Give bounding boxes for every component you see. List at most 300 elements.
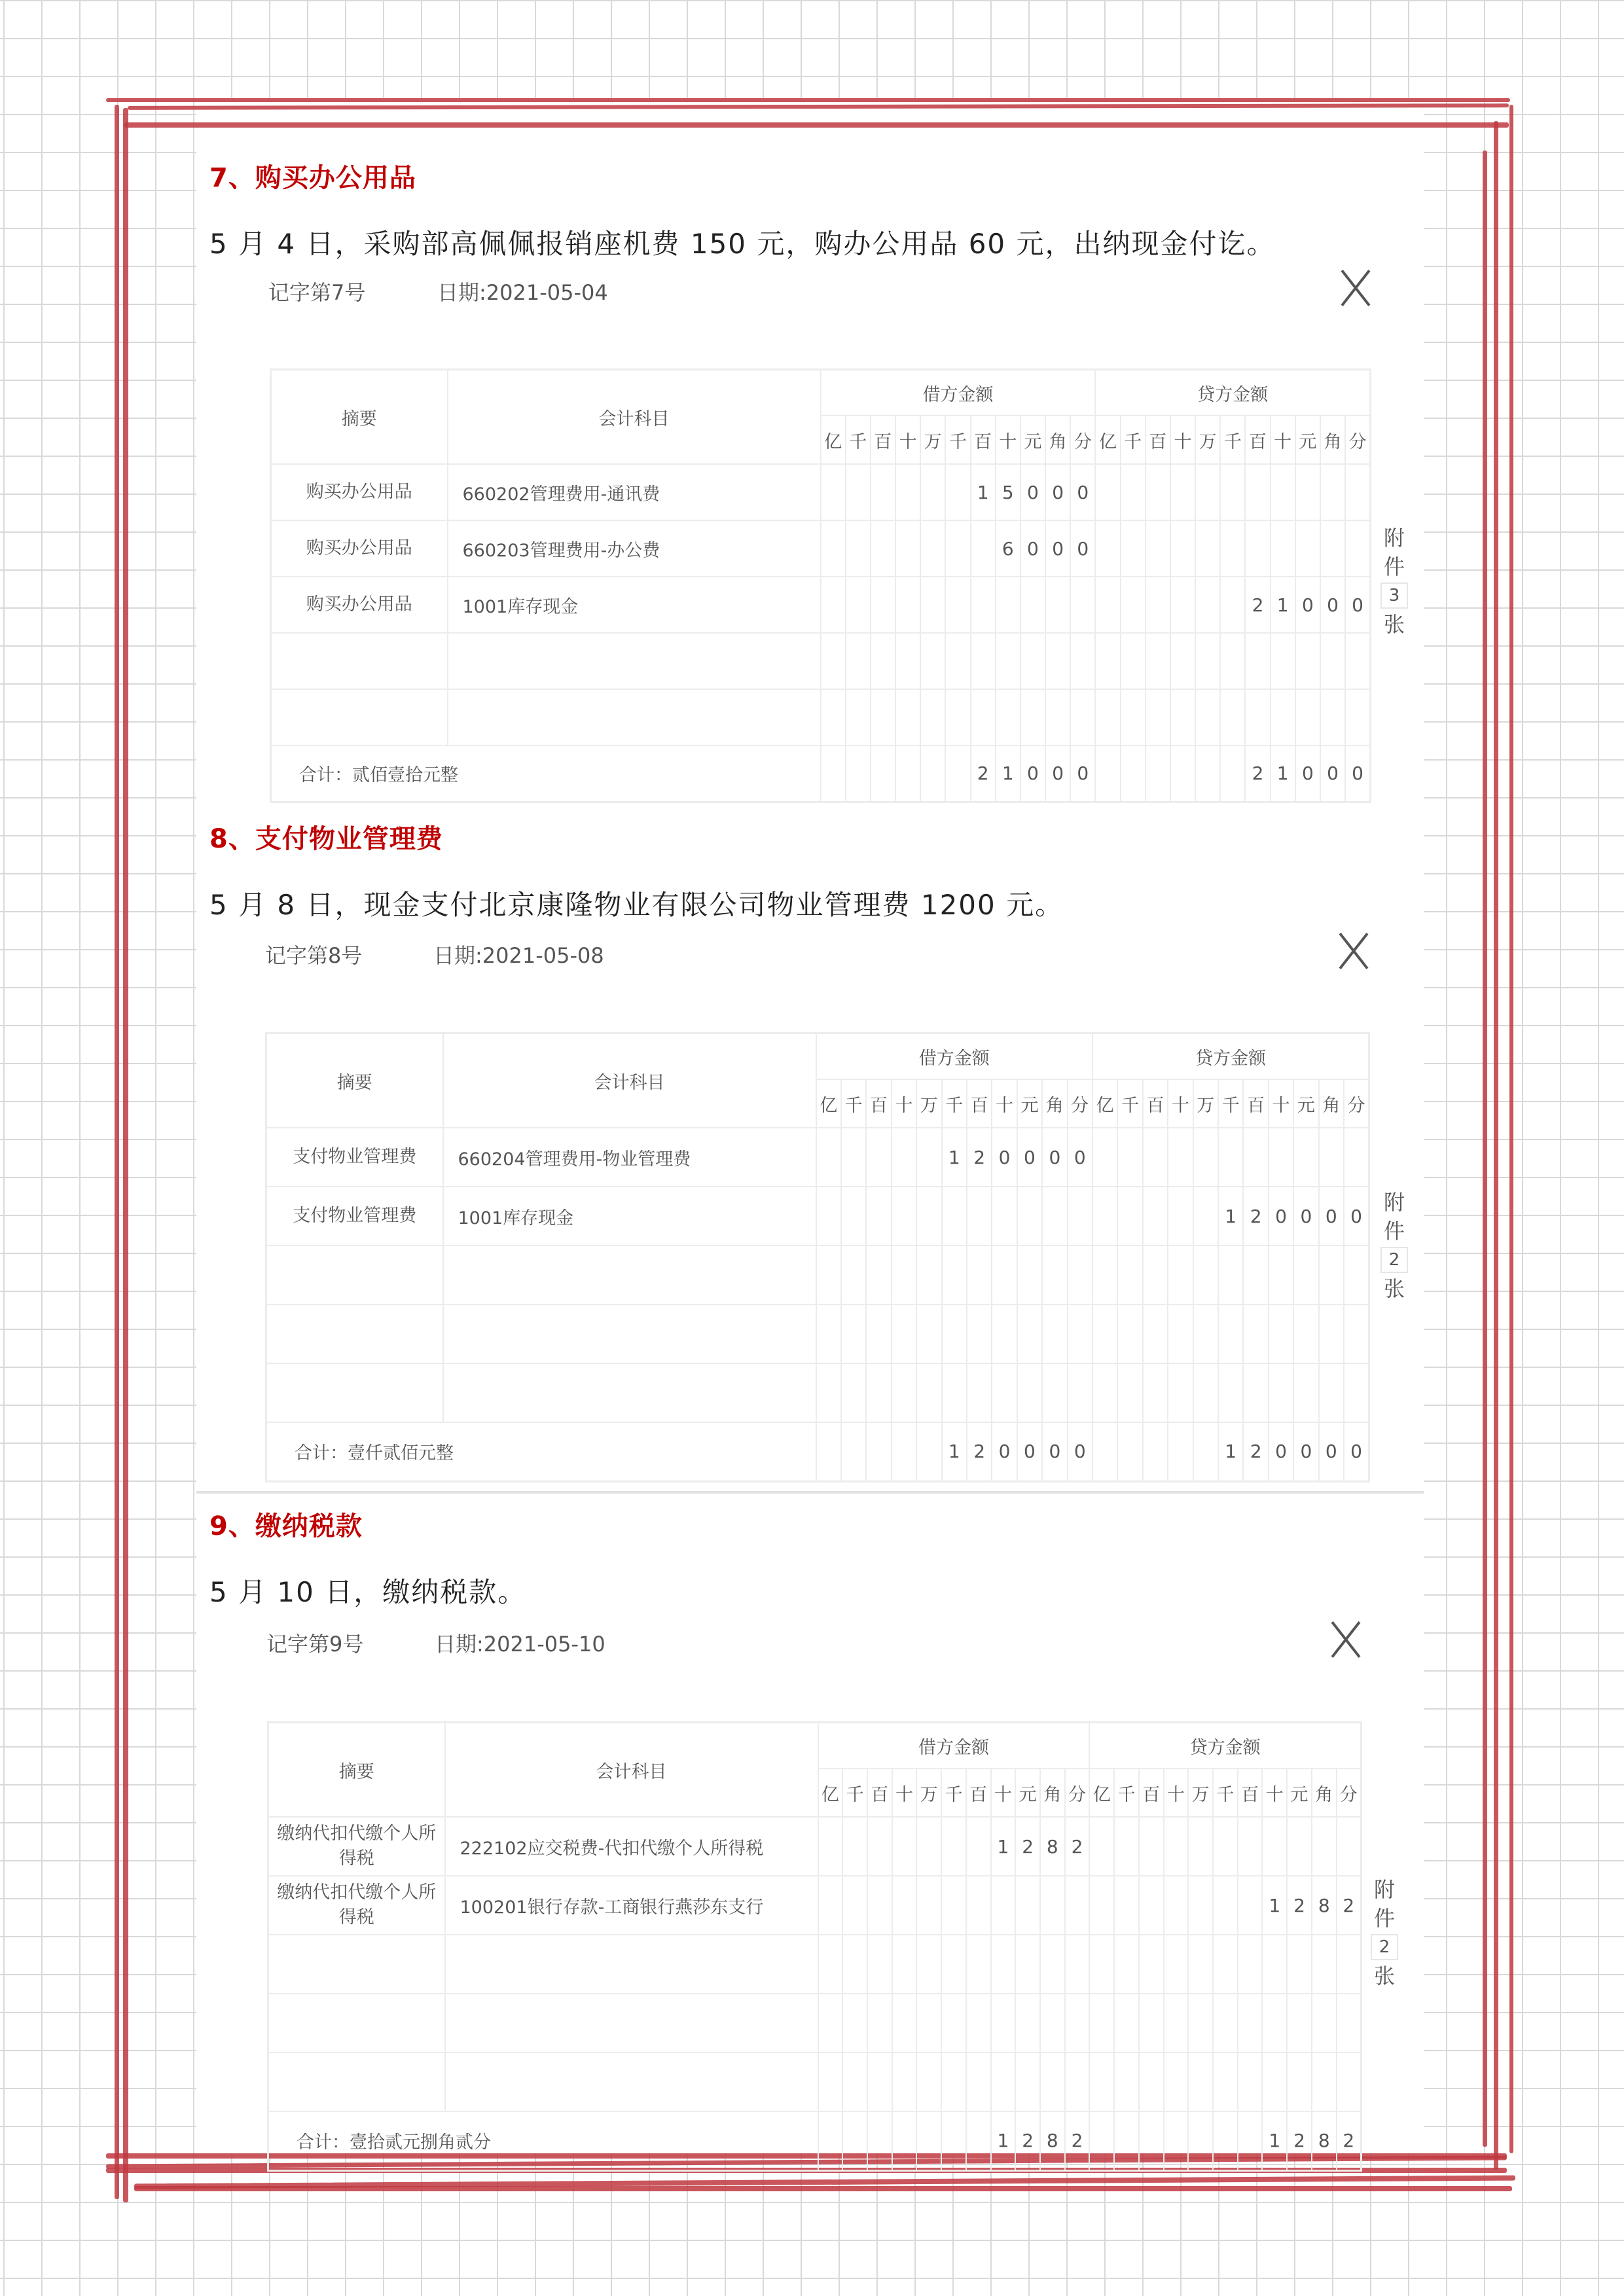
credit-digit[interactable] — [1143, 1246, 1168, 1304]
credit-digit[interactable] — [1089, 1876, 1114, 1935]
credit-digit[interactable] — [1117, 1187, 1142, 1246]
debit-digit[interactable] — [1015, 2053, 1040, 2111]
summary-cell[interactable] — [268, 1935, 445, 1994]
debit-digit[interactable] — [945, 689, 970, 745]
credit-digit[interactable] — [1218, 1128, 1243, 1187]
debit-digit[interactable] — [846, 633, 871, 689]
credit-digit[interactable] — [1193, 1304, 1218, 1363]
debit-digit[interactable] — [871, 464, 895, 520]
debit-digit[interactable] — [867, 1935, 892, 1994]
credit-digit[interactable] — [1262, 2053, 1287, 2111]
credit-digit[interactable] — [1269, 1363, 1293, 1422]
debit-digit[interactable] — [871, 520, 895, 577]
subject-cell[interactable] — [443, 1246, 816, 1304]
credit-digit[interactable] — [1319, 1363, 1344, 1422]
debit-digit[interactable] — [1068, 1363, 1092, 1422]
credit-digit[interactable] — [1243, 1128, 1268, 1187]
credit-digit[interactable] — [1287, 1994, 1312, 2053]
subject-cell[interactable]: 660204管理费用-物业管理费 — [443, 1128, 816, 1187]
credit-digit[interactable] — [1188, 1817, 1213, 1876]
credit-digit[interactable] — [1095, 689, 1120, 745]
credit-digit[interactable] — [1193, 1128, 1218, 1187]
credit-digit[interactable] — [1220, 464, 1245, 520]
debit-digit[interactable] — [892, 1128, 916, 1187]
credit-digit[interactable] — [1143, 1128, 1168, 1187]
credit-digit[interactable] — [1195, 633, 1220, 689]
credit-digit[interactable] — [1089, 1935, 1114, 1994]
debit-digit[interactable] — [942, 1246, 967, 1304]
debit-digit[interactable] — [892, 1935, 917, 1994]
debit-digit[interactable] — [991, 1876, 1016, 1935]
credit-digit[interactable] — [1243, 1363, 1268, 1422]
debit-digit[interactable]: 2 — [1015, 1817, 1040, 1876]
credit-digit[interactable] — [1092, 1246, 1117, 1304]
credit-digit[interactable] — [1121, 464, 1146, 520]
credit-digit[interactable] — [1195, 464, 1220, 520]
table-row[interactable] — [266, 1304, 1369, 1363]
debit-digit[interactable] — [842, 1994, 867, 2053]
credit-digit[interactable] — [1095, 464, 1120, 520]
debit-digit[interactable] — [1017, 1246, 1042, 1304]
attachment-count-input[interactable]: 2 — [1371, 1934, 1398, 1960]
credit-digit[interactable] — [1271, 520, 1295, 577]
credit-digit[interactable] — [1218, 1246, 1243, 1304]
credit-digit[interactable] — [1238, 2053, 1263, 2111]
debit-digit[interactable] — [1068, 1187, 1092, 1246]
credit-digit[interactable] — [1320, 464, 1345, 520]
debit-digit[interactable] — [916, 1304, 941, 1363]
credit-digit[interactable] — [1089, 1994, 1114, 2053]
summary-cell[interactable] — [271, 633, 448, 689]
credit-digit[interactable] — [1262, 1994, 1287, 2053]
debit-digit[interactable] — [842, 1817, 867, 1876]
credit-digit[interactable] — [1243, 1304, 1268, 1363]
subject-cell[interactable] — [445, 1994, 818, 2053]
credit-digit[interactable] — [1262, 1817, 1287, 1876]
credit-digit[interactable] — [1262, 1935, 1287, 1994]
debit-digit[interactable] — [971, 520, 996, 577]
credit-digit[interactable] — [1337, 1994, 1362, 2053]
credit-digit[interactable] — [1295, 689, 1320, 745]
credit-digit[interactable] — [1095, 577, 1120, 633]
debit-digit[interactable] — [892, 2053, 917, 2111]
debit-digit[interactable] — [821, 689, 846, 745]
credit-digit[interactable] — [1095, 520, 1120, 577]
debit-digit[interactable] — [1015, 1994, 1040, 2053]
debit-digit[interactable] — [920, 464, 945, 520]
credit-digit[interactable] — [1195, 520, 1220, 577]
table-row[interactable] — [271, 633, 1371, 689]
debit-digit[interactable] — [816, 1246, 841, 1304]
debit-digit[interactable] — [1068, 1246, 1092, 1304]
credit-digit[interactable] — [1345, 520, 1370, 577]
debit-digit[interactable] — [941, 2053, 966, 2111]
subject-cell[interactable]: 1001库存现金 — [443, 1187, 816, 1246]
debit-digit[interactable] — [1040, 1876, 1065, 1935]
summary-cell[interactable]: 支付物业管理费 — [266, 1128, 443, 1187]
credit-digit[interactable] — [1344, 1363, 1369, 1422]
credit-digit[interactable] — [1164, 1817, 1189, 1876]
credit-digit[interactable] — [1269, 1128, 1293, 1187]
subject-cell[interactable]: 660203管理费用-办公费 — [448, 520, 821, 577]
credit-digit[interactable] — [1146, 464, 1170, 520]
credit-digit[interactable] — [1220, 520, 1245, 577]
credit-digit[interactable] — [1238, 1994, 1263, 2053]
debit-digit[interactable] — [892, 1817, 917, 1876]
debit-digit[interactable] — [871, 577, 895, 633]
credit-digit[interactable] — [1287, 2053, 1312, 2111]
credit-digit[interactable] — [1238, 1935, 1263, 1994]
credit-digit[interactable] — [1164, 1876, 1189, 1935]
debit-digit[interactable] — [945, 520, 970, 577]
debit-digit[interactable] — [916, 1246, 941, 1304]
debit-digit[interactable] — [992, 1363, 1017, 1422]
subject-cell[interactable] — [448, 689, 821, 745]
debit-digit[interactable] — [971, 689, 996, 745]
credit-digit[interactable] — [1117, 1363, 1142, 1422]
debit-digit[interactable] — [1045, 689, 1070, 745]
debit-digit[interactable] — [916, 1876, 941, 1935]
debit-digit[interactable] — [871, 689, 895, 745]
debit-digit[interactable] — [1015, 1876, 1040, 1935]
debit-digit[interactable] — [866, 1187, 891, 1246]
debit-digit[interactable] — [996, 689, 1020, 745]
debit-digit[interactable] — [866, 1128, 891, 1187]
debit-digit[interactable] — [916, 2053, 941, 2111]
debit-digit[interactable] — [1068, 1304, 1092, 1363]
credit-digit[interactable] — [1293, 1363, 1318, 1422]
debit-digit[interactable] — [842, 1876, 867, 1935]
debit-digit[interactable]: 0 — [1070, 520, 1095, 577]
debit-digit[interactable]: 1 — [942, 1128, 967, 1187]
debit-digit[interactable] — [895, 520, 920, 577]
credit-digit[interactable] — [1271, 633, 1295, 689]
credit-digit[interactable]: 1 — [1262, 1876, 1287, 1935]
debit-digit[interactable]: 0 — [992, 1128, 1017, 1187]
summary-cell[interactable] — [271, 689, 448, 745]
credit-digit[interactable] — [1164, 1935, 1189, 1994]
credit-digit[interactable] — [1287, 1817, 1312, 1876]
debit-digit[interactable] — [992, 1304, 1017, 1363]
credit-digit[interactable] — [1293, 1128, 1318, 1187]
debit-digit[interactable]: 0 — [1017, 1128, 1042, 1187]
credit-digit[interactable] — [1117, 1246, 1142, 1304]
debit-digit[interactable] — [1040, 1994, 1065, 2053]
debit-digit[interactable]: 0 — [1045, 464, 1070, 520]
credit-digit[interactable] — [1220, 577, 1245, 633]
summary-cell[interactable]: 缴纳代扣代缴个人所得税 — [268, 1817, 445, 1876]
credit-digit[interactable] — [1344, 1128, 1369, 1187]
credit-digit[interactable] — [1121, 520, 1146, 577]
credit-digit[interactable] — [1188, 1935, 1213, 1994]
credit-digit[interactable] — [1092, 1128, 1117, 1187]
debit-digit[interactable] — [966, 1935, 991, 1994]
credit-digit[interactable] — [1293, 1304, 1318, 1363]
debit-digit[interactable] — [842, 2053, 867, 2111]
debit-digit[interactable]: 2 — [967, 1128, 992, 1187]
credit-digit[interactable] — [1168, 1304, 1193, 1363]
close-icon[interactable] — [1337, 270, 1374, 306]
debit-digit[interactable] — [945, 577, 970, 633]
credit-digit[interactable] — [1345, 464, 1370, 520]
debit-digit[interactable] — [1045, 577, 1070, 633]
debit-digit[interactable] — [895, 577, 920, 633]
credit-digit[interactable] — [1089, 2053, 1114, 2111]
credit-digit[interactable] — [1220, 689, 1245, 745]
debit-digit[interactable]: 0 — [1020, 520, 1045, 577]
credit-digit[interactable] — [1344, 1246, 1369, 1304]
credit-digit[interactable] — [1245, 633, 1270, 689]
summary-cell[interactable] — [268, 2053, 445, 2111]
debit-digit[interactable] — [991, 1994, 1016, 2053]
table-row[interactable] — [266, 1246, 1369, 1304]
debit-digit[interactable] — [967, 1363, 992, 1422]
debit-digit[interactable] — [966, 1876, 991, 1935]
debit-digit[interactable] — [846, 689, 871, 745]
credit-digit[interactable] — [1245, 520, 1270, 577]
debit-digit[interactable]: 0 — [1068, 1128, 1092, 1187]
credit-digit[interactable] — [1312, 1935, 1337, 1994]
debit-digit[interactable] — [1017, 1187, 1042, 1246]
credit-digit[interactable] — [1320, 520, 1345, 577]
credit-digit[interactable] — [1269, 1304, 1293, 1363]
debit-digit[interactable] — [920, 689, 945, 745]
credit-digit[interactable] — [1218, 1304, 1243, 1363]
debit-digit[interactable] — [1065, 1994, 1090, 2053]
debit-digit[interactable] — [966, 2053, 991, 2111]
debit-digit[interactable]: 0 — [1042, 1128, 1067, 1187]
table-row[interactable] — [268, 1817, 1362, 1876]
debit-digit[interactable] — [892, 1876, 917, 1935]
attachment-count-input[interactable]: 2 — [1380, 1247, 1408, 1273]
debit-digit[interactable] — [916, 1817, 941, 1876]
debit-digit[interactable] — [1017, 1363, 1042, 1422]
debit-digit[interactable] — [816, 1187, 841, 1246]
credit-digit[interactable] — [1168, 1187, 1193, 1246]
debit-digit[interactable] — [816, 1363, 841, 1422]
debit-digit[interactable]: 1 — [991, 1817, 1016, 1876]
debit-digit[interactable] — [991, 1935, 1016, 1994]
subject-cell[interactable]: 100201银行存款-工商银行燕莎东支行 — [445, 1876, 818, 1935]
credit-digit[interactable]: 0 — [1269, 1187, 1293, 1246]
debit-digit[interactable] — [941, 1994, 966, 2053]
table-row[interactable] — [271, 577, 1371, 633]
debit-digit[interactable] — [971, 633, 996, 689]
credit-digit[interactable] — [1139, 1876, 1164, 1935]
debit-digit[interactable] — [941, 1817, 966, 1876]
summary-cell[interactable] — [266, 1246, 443, 1304]
credit-digit[interactable] — [1121, 577, 1146, 633]
credit-digit[interactable] — [1319, 1246, 1344, 1304]
debit-digit[interactable] — [867, 1994, 892, 2053]
debit-digit[interactable] — [1065, 2053, 1090, 2111]
debit-digit[interactable] — [846, 577, 871, 633]
credit-digit[interactable] — [1121, 689, 1146, 745]
debit-digit[interactable] — [1020, 577, 1045, 633]
debit-digit[interactable] — [821, 633, 846, 689]
debit-digit[interactable] — [821, 577, 846, 633]
debit-digit[interactable] — [971, 577, 996, 633]
credit-digit[interactable] — [1320, 689, 1345, 745]
credit-digit[interactable] — [1188, 2053, 1213, 2111]
credit-digit[interactable] — [1245, 689, 1270, 745]
debit-digit[interactable] — [892, 1187, 916, 1246]
credit-digit[interactable]: 0 — [1295, 577, 1320, 633]
debit-digit[interactable] — [818, 2053, 843, 2111]
credit-digit[interactable] — [1143, 1304, 1168, 1363]
table-row[interactable] — [268, 1994, 1362, 2053]
debit-digit[interactable] — [818, 1876, 843, 1935]
subject-cell[interactable]: 660202管理费用-通讯费 — [448, 464, 821, 520]
credit-digit[interactable] — [1146, 689, 1170, 745]
credit-digit[interactable] — [1092, 1363, 1117, 1422]
credit-digit[interactable] — [1337, 2053, 1362, 2111]
debit-digit[interactable]: 0 — [1020, 464, 1045, 520]
debit-digit[interactable] — [941, 1935, 966, 1994]
credit-digit[interactable] — [1193, 1187, 1218, 1246]
debit-digit[interactable] — [816, 1128, 841, 1187]
credit-digit[interactable] — [1312, 1994, 1337, 2053]
credit-digit[interactable]: 1 — [1271, 577, 1295, 633]
credit-digit[interactable] — [1117, 1304, 1142, 1363]
summary-cell[interactable] — [266, 1304, 443, 1363]
credit-digit[interactable] — [1164, 2053, 1189, 2111]
debit-digit[interactable] — [1017, 1304, 1042, 1363]
credit-digit[interactable] — [1092, 1187, 1117, 1246]
debit-digit[interactable] — [1065, 1935, 1090, 1994]
credit-digit[interactable] — [1168, 1128, 1193, 1187]
table-row[interactable] — [268, 2053, 1362, 2111]
credit-digit[interactable] — [1089, 1817, 1114, 1876]
debit-digit[interactable] — [846, 464, 871, 520]
credit-digit[interactable]: 8 — [1312, 1876, 1337, 1935]
debit-digit[interactable] — [916, 1128, 941, 1187]
debit-digit[interactable] — [992, 1187, 1017, 1246]
table-row[interactable] — [271, 689, 1371, 745]
debit-digit[interactable] — [895, 633, 920, 689]
credit-digit[interactable] — [1245, 464, 1270, 520]
debit-digit[interactable] — [966, 1994, 991, 2053]
debit-digit[interactable] — [1042, 1246, 1067, 1304]
table-row[interactable] — [266, 1363, 1369, 1422]
summary-cell[interactable]: 缴纳代扣代缴个人所得税 — [268, 1876, 445, 1935]
debit-digit[interactable] — [916, 1994, 941, 2053]
credit-digit[interactable] — [1114, 1876, 1139, 1935]
credit-digit[interactable] — [1170, 633, 1195, 689]
debit-digit[interactable]: 1 — [971, 464, 996, 520]
debit-digit[interactable] — [892, 1304, 916, 1363]
credit-digit[interactable] — [1287, 1935, 1312, 1994]
debit-digit[interactable] — [992, 1246, 1017, 1304]
summary-cell[interactable]: 购买办公用品 — [271, 577, 448, 633]
credit-digit[interactable] — [1114, 1817, 1139, 1876]
debit-digit[interactable] — [866, 1304, 891, 1363]
credit-digit[interactable]: 0 — [1320, 577, 1345, 633]
credit-digit[interactable] — [1139, 1935, 1164, 1994]
debit-digit[interactable] — [996, 577, 1020, 633]
credit-digit[interactable]: 2 — [1337, 1876, 1362, 1935]
summary-cell[interactable]: 购买办公用品 — [271, 520, 448, 577]
debit-digit[interactable] — [1042, 1304, 1067, 1363]
debit-digit[interactable] — [821, 464, 846, 520]
debit-digit[interactable] — [867, 1876, 892, 1935]
debit-digit[interactable] — [920, 577, 945, 633]
debit-digit[interactable] — [942, 1304, 967, 1363]
debit-digit[interactable]: 6 — [996, 520, 1020, 577]
credit-digit[interactable] — [1188, 1876, 1213, 1935]
credit-digit[interactable] — [1213, 1876, 1238, 1935]
credit-digit[interactable]: 2 — [1245, 577, 1270, 633]
debit-digit[interactable] — [821, 520, 846, 577]
credit-digit[interactable] — [1114, 1935, 1139, 1994]
summary-cell[interactable] — [268, 1994, 445, 2053]
credit-digit[interactable] — [1143, 1363, 1168, 1422]
debit-digit[interactable] — [841, 1187, 866, 1246]
debit-digit[interactable] — [945, 464, 970, 520]
credit-digit[interactable] — [1114, 1994, 1139, 2053]
debit-digit[interactable] — [1015, 1935, 1040, 1994]
credit-digit[interactable]: 2 — [1243, 1187, 1268, 1246]
debit-digit[interactable] — [916, 1187, 941, 1246]
credit-digit[interactable] — [1195, 689, 1220, 745]
credit-digit[interactable] — [1146, 577, 1170, 633]
credit-digit[interactable] — [1143, 1187, 1168, 1246]
table-row[interactable] — [268, 1935, 1362, 1994]
subject-cell[interactable] — [443, 1304, 816, 1363]
debit-digit[interactable] — [1040, 2053, 1065, 2111]
credit-digit[interactable]: 0 — [1344, 1187, 1369, 1246]
debit-digit[interactable] — [920, 633, 945, 689]
credit-digit[interactable] — [1295, 633, 1320, 689]
debit-digit[interactable] — [895, 689, 920, 745]
credit-digit[interactable] — [1312, 1817, 1337, 1876]
subject-cell[interactable] — [445, 1935, 818, 1994]
credit-digit[interactable] — [1213, 1935, 1238, 1994]
debit-digit[interactable] — [866, 1246, 891, 1304]
summary-cell[interactable] — [266, 1363, 443, 1422]
debit-digit[interactable] — [867, 2053, 892, 2111]
credit-digit[interactable]: 0 — [1345, 577, 1370, 633]
credit-digit[interactable] — [1193, 1363, 1218, 1422]
credit-digit[interactable] — [1238, 1817, 1263, 1876]
credit-digit[interactable] — [1337, 1817, 1362, 1876]
debit-digit[interactable] — [816, 1304, 841, 1363]
credit-digit[interactable] — [1168, 1363, 1193, 1422]
table-row[interactable] — [266, 1128, 1369, 1187]
debit-digit[interactable] — [967, 1187, 992, 1246]
credit-digit[interactable] — [1213, 1994, 1238, 2053]
debit-digit[interactable] — [1070, 577, 1095, 633]
debit-digit[interactable] — [867, 1817, 892, 1876]
credit-digit[interactable] — [1170, 577, 1195, 633]
credit-digit[interactable] — [1345, 633, 1370, 689]
debit-digit[interactable] — [818, 1817, 843, 1876]
debit-digit[interactable] — [1065, 1876, 1090, 1935]
credit-digit[interactable] — [1164, 1994, 1189, 2053]
debit-digit[interactable] — [920, 520, 945, 577]
debit-digit[interactable] — [1042, 1363, 1067, 1422]
credit-digit[interactable] — [1146, 633, 1170, 689]
debit-digit[interactable] — [1040, 1935, 1065, 1994]
debit-digit[interactable] — [945, 633, 970, 689]
debit-digit[interactable] — [1020, 633, 1045, 689]
debit-digit[interactable] — [916, 1935, 941, 1994]
debit-digit[interactable] — [991, 2053, 1016, 2111]
debit-digit[interactable]: 0 — [1045, 520, 1070, 577]
credit-digit[interactable] — [1195, 577, 1220, 633]
credit-digit[interactable] — [1345, 689, 1370, 745]
debit-digit[interactable] — [1045, 633, 1070, 689]
